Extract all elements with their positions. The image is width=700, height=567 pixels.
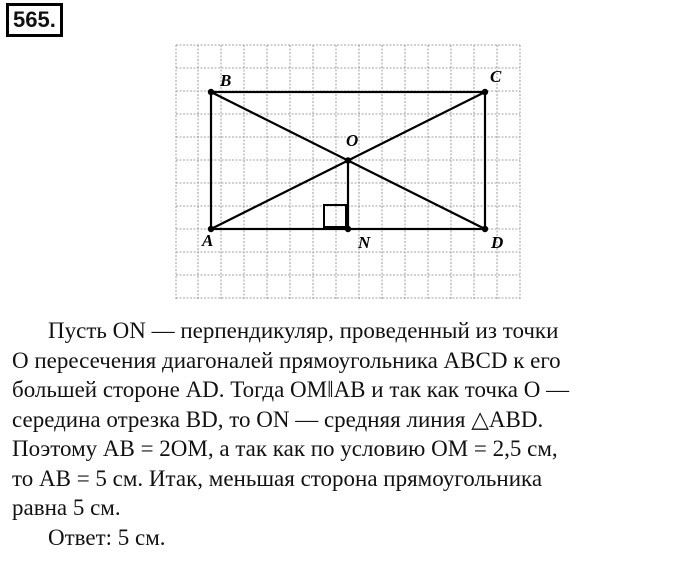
solution-line-6: то AB = 5 см. Итак, меньшая сторона прямоугольника (12, 465, 543, 491)
solution-line-2: O пересечения диагоналей прямоугольника ABCD к его (12, 347, 561, 373)
solution-line-1: Пусть ON — перпендикуляр, проведенный из точки (48, 318, 559, 343)
right-angle-mark (324, 205, 346, 227)
solution-line-5: Поэтому AB = 2OM, а так как по условию OM = 2,5 см, (12, 436, 558, 461)
rectangle-diagram (168, 40, 538, 305)
point-b (208, 89, 214, 95)
answer: Ответ: 5 см. (48, 524, 166, 550)
solution-line-4: середина отрезка BD, то ON — средняя линия △ABD. (12, 406, 544, 432)
point-n (345, 226, 351, 232)
label-c: C (490, 67, 502, 86)
solution-text (12, 316, 688, 552)
label-b: B (220, 71, 232, 90)
label-o: O (346, 131, 359, 150)
label-d: D (491, 233, 504, 252)
problem-number: 565. (6, 3, 63, 37)
label-a: A (202, 231, 214, 250)
solution-line-7: равна 5 см. (12, 495, 121, 520)
point-o (345, 157, 351, 163)
point-d (482, 226, 488, 232)
label-n: N (358, 233, 371, 252)
point-c (482, 89, 488, 95)
solution-line-3: большей стороне AD. Тогда OM‖AB и так как точка O — (12, 377, 570, 402)
